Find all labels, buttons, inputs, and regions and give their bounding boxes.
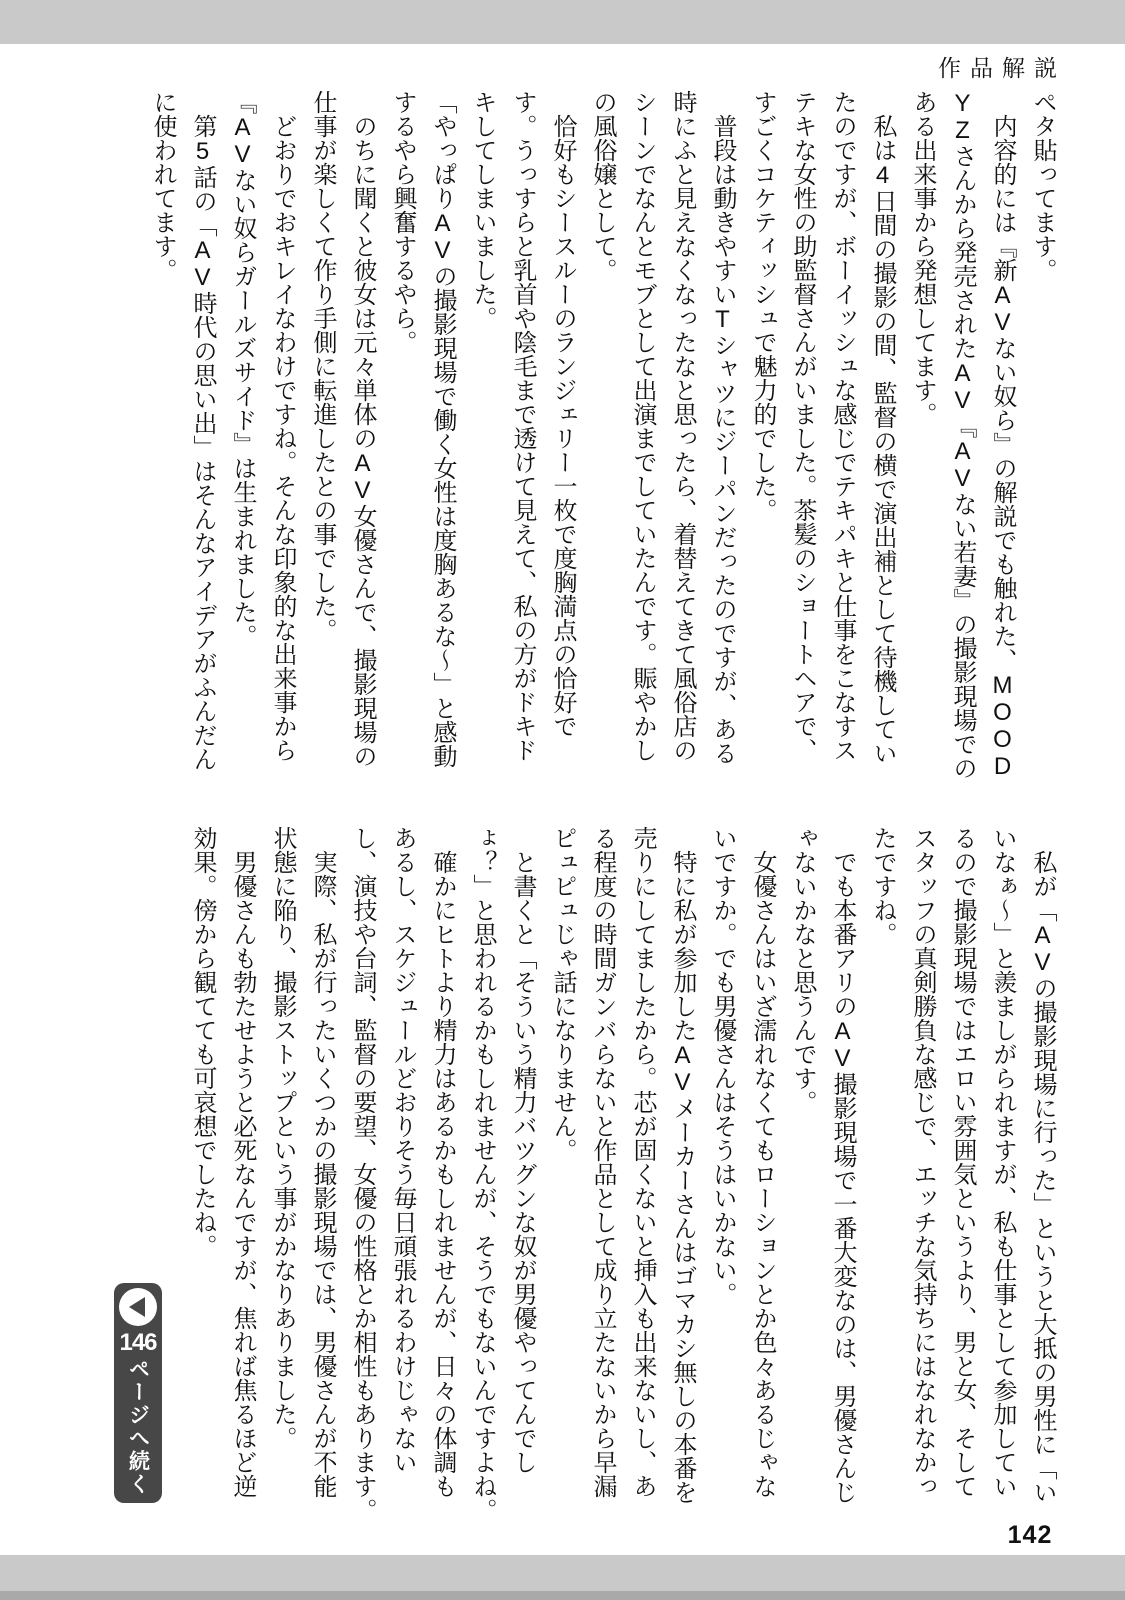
text-column: ペタ貼ってます。: [1029, 90, 1056, 282]
text-column: いなぁ〜」と羨ましがられますが、私も仕事として参加してい: [989, 826, 1016, 1498]
text-column: 実際、私が行ったいくつかの撮影現場では、男優さんが不能: [309, 826, 336, 1498]
text-column: シーンでなんとモブとして出演までしていたんです。賑やかし: [629, 90, 656, 762]
left-arrow-icon: [119, 1288, 157, 1326]
text-column: 女優さんはいざ濡れなくてもローションとか色々あるじゃな: [749, 826, 776, 1498]
text-column: る程度の時間ガンバらないと作品として成り立たないから早漏: [589, 826, 616, 1498]
text-column: のちに聞くと彼女は元々単体のAV女優さんで、撮影現場の: [349, 90, 376, 768]
text-column: 私が「AVの撮影現場に行った」というと大抵の男性に「い: [1029, 826, 1056, 1504]
text-column: 男優さんも勃たせようと必死なんですが、焦れば焦るほど逆: [229, 826, 256, 1498]
text-column: ょ？」と思われるかもしれませんが、そうでもないんですよね。: [469, 826, 496, 1522]
page-number: 142: [1007, 1521, 1053, 1549]
text-column: 仕事が楽しくて作り手側に転進したとの事でした。: [309, 90, 336, 642]
continue-banner: [114, 1283, 162, 1503]
text-column: 私は4日間の撮影の間、監督の横で演出補として待機してい: [869, 90, 896, 765]
text-column: 効果。傍から観てても可哀想でしたね。: [189, 826, 216, 1258]
text-column: 恰好もシースルーのランジェリー一枚で度胸満点の恰好で: [549, 90, 576, 738]
text-column: 第5話の「AV時代の思い出」はそんなアイデアがふんだん: [189, 90, 216, 771]
scan-edge-top: [0, 0, 1125, 44]
commentary-block-2: [182, 826, 1062, 1522]
text-column: テキな女性の助監督さんがいました。茶髪のショートヘアで、: [789, 90, 816, 762]
commentary-block-1: [142, 90, 1062, 780]
text-column: キしてしまいました。: [469, 90, 496, 330]
scan-edge-bottom: [0, 1555, 1125, 1600]
text-column: るので撮影現場ではエロい雰囲気というより、男と女、そして: [949, 826, 976, 1498]
text-column: すごくコケティッシュで魅力的でした。: [749, 90, 776, 522]
text-column: ピュピュじゃ話になりません。: [549, 826, 576, 1162]
text-column: 「やっぱりAVの撮影現場で働く女性は度胸あるな〜」と感動: [429, 90, 456, 768]
text-column: ゃないかなと思うんです。: [789, 826, 816, 1114]
text-column: 状態に陥り、撮影ストップという事がかなりありました。: [269, 826, 296, 1450]
text-column: す。うっすらと乳首や陰毛まで透けて見えて、私の方がドキド: [509, 90, 536, 762]
text-column: 普段は動きやすいTシャツにジーパンだったのですが、ある: [709, 90, 736, 765]
continue-page-number: 146: [119, 1329, 157, 1356]
text-column: スタッフの真剣勝負な感じで、エッチな気持ちにはなれなかっ: [909, 826, 936, 1498]
text-column: し、演技や台詞、監督の要望、女優の性格とか相性もあります。: [349, 826, 376, 1522]
text-column: たですね。: [869, 826, 896, 946]
continue-label: ページへ続く: [126, 1358, 150, 1496]
text-column: 確かにヒトより精力はあるかもしれませんが、日々の体調も: [429, 826, 456, 1498]
text-column: たのですが、ボーイッシュな感じでテキパキと仕事をこなすス: [829, 90, 856, 762]
text-column: 内容的には『新AVない奴ら』の解説でも触れた、MOOD: [989, 90, 1016, 780]
text-column: に使われてます。: [149, 90, 176, 282]
text-column: YZさんから発売されたAV『AVない若妻』の撮影現場での: [949, 90, 976, 780]
text-column: の風俗嬢として。: [589, 90, 616, 282]
text-column: 時にふと見えなくなったなと思ったら、着替えてきて風俗店の: [669, 90, 696, 762]
text-column: いですか。でも男優さんはそうはいかない。: [709, 826, 736, 1306]
text-column: 売りにしてましたから。芯が固くないと挿入も出来ないし、あ: [629, 826, 656, 1498]
text-column: でも本番アリのAV撮影現場で一番大変なのは、男優さんじ: [829, 826, 856, 1504]
text-column: 『AVない奴らガールズサイド』は生まれました。: [229, 90, 256, 648]
text-column: 特に私が参加したAVメーカーさんはゴマカシ無しの本番を: [669, 826, 696, 1504]
text-column: ある出来事から発想してます。: [909, 90, 936, 426]
section-header: 作品解説: [938, 55, 1066, 81]
text-column: と書くと「そういう精力バツグンな奴が男優やってんでし: [509, 826, 536, 1474]
text-column: するやら興奮するやら。: [389, 90, 416, 354]
text-column: あるし、スケジュールどおりそう毎日頑張れるわけじゃない: [389, 826, 416, 1474]
text-column: どおりでおキレイなわけですね。そんな印象的な出来事から: [269, 90, 296, 762]
